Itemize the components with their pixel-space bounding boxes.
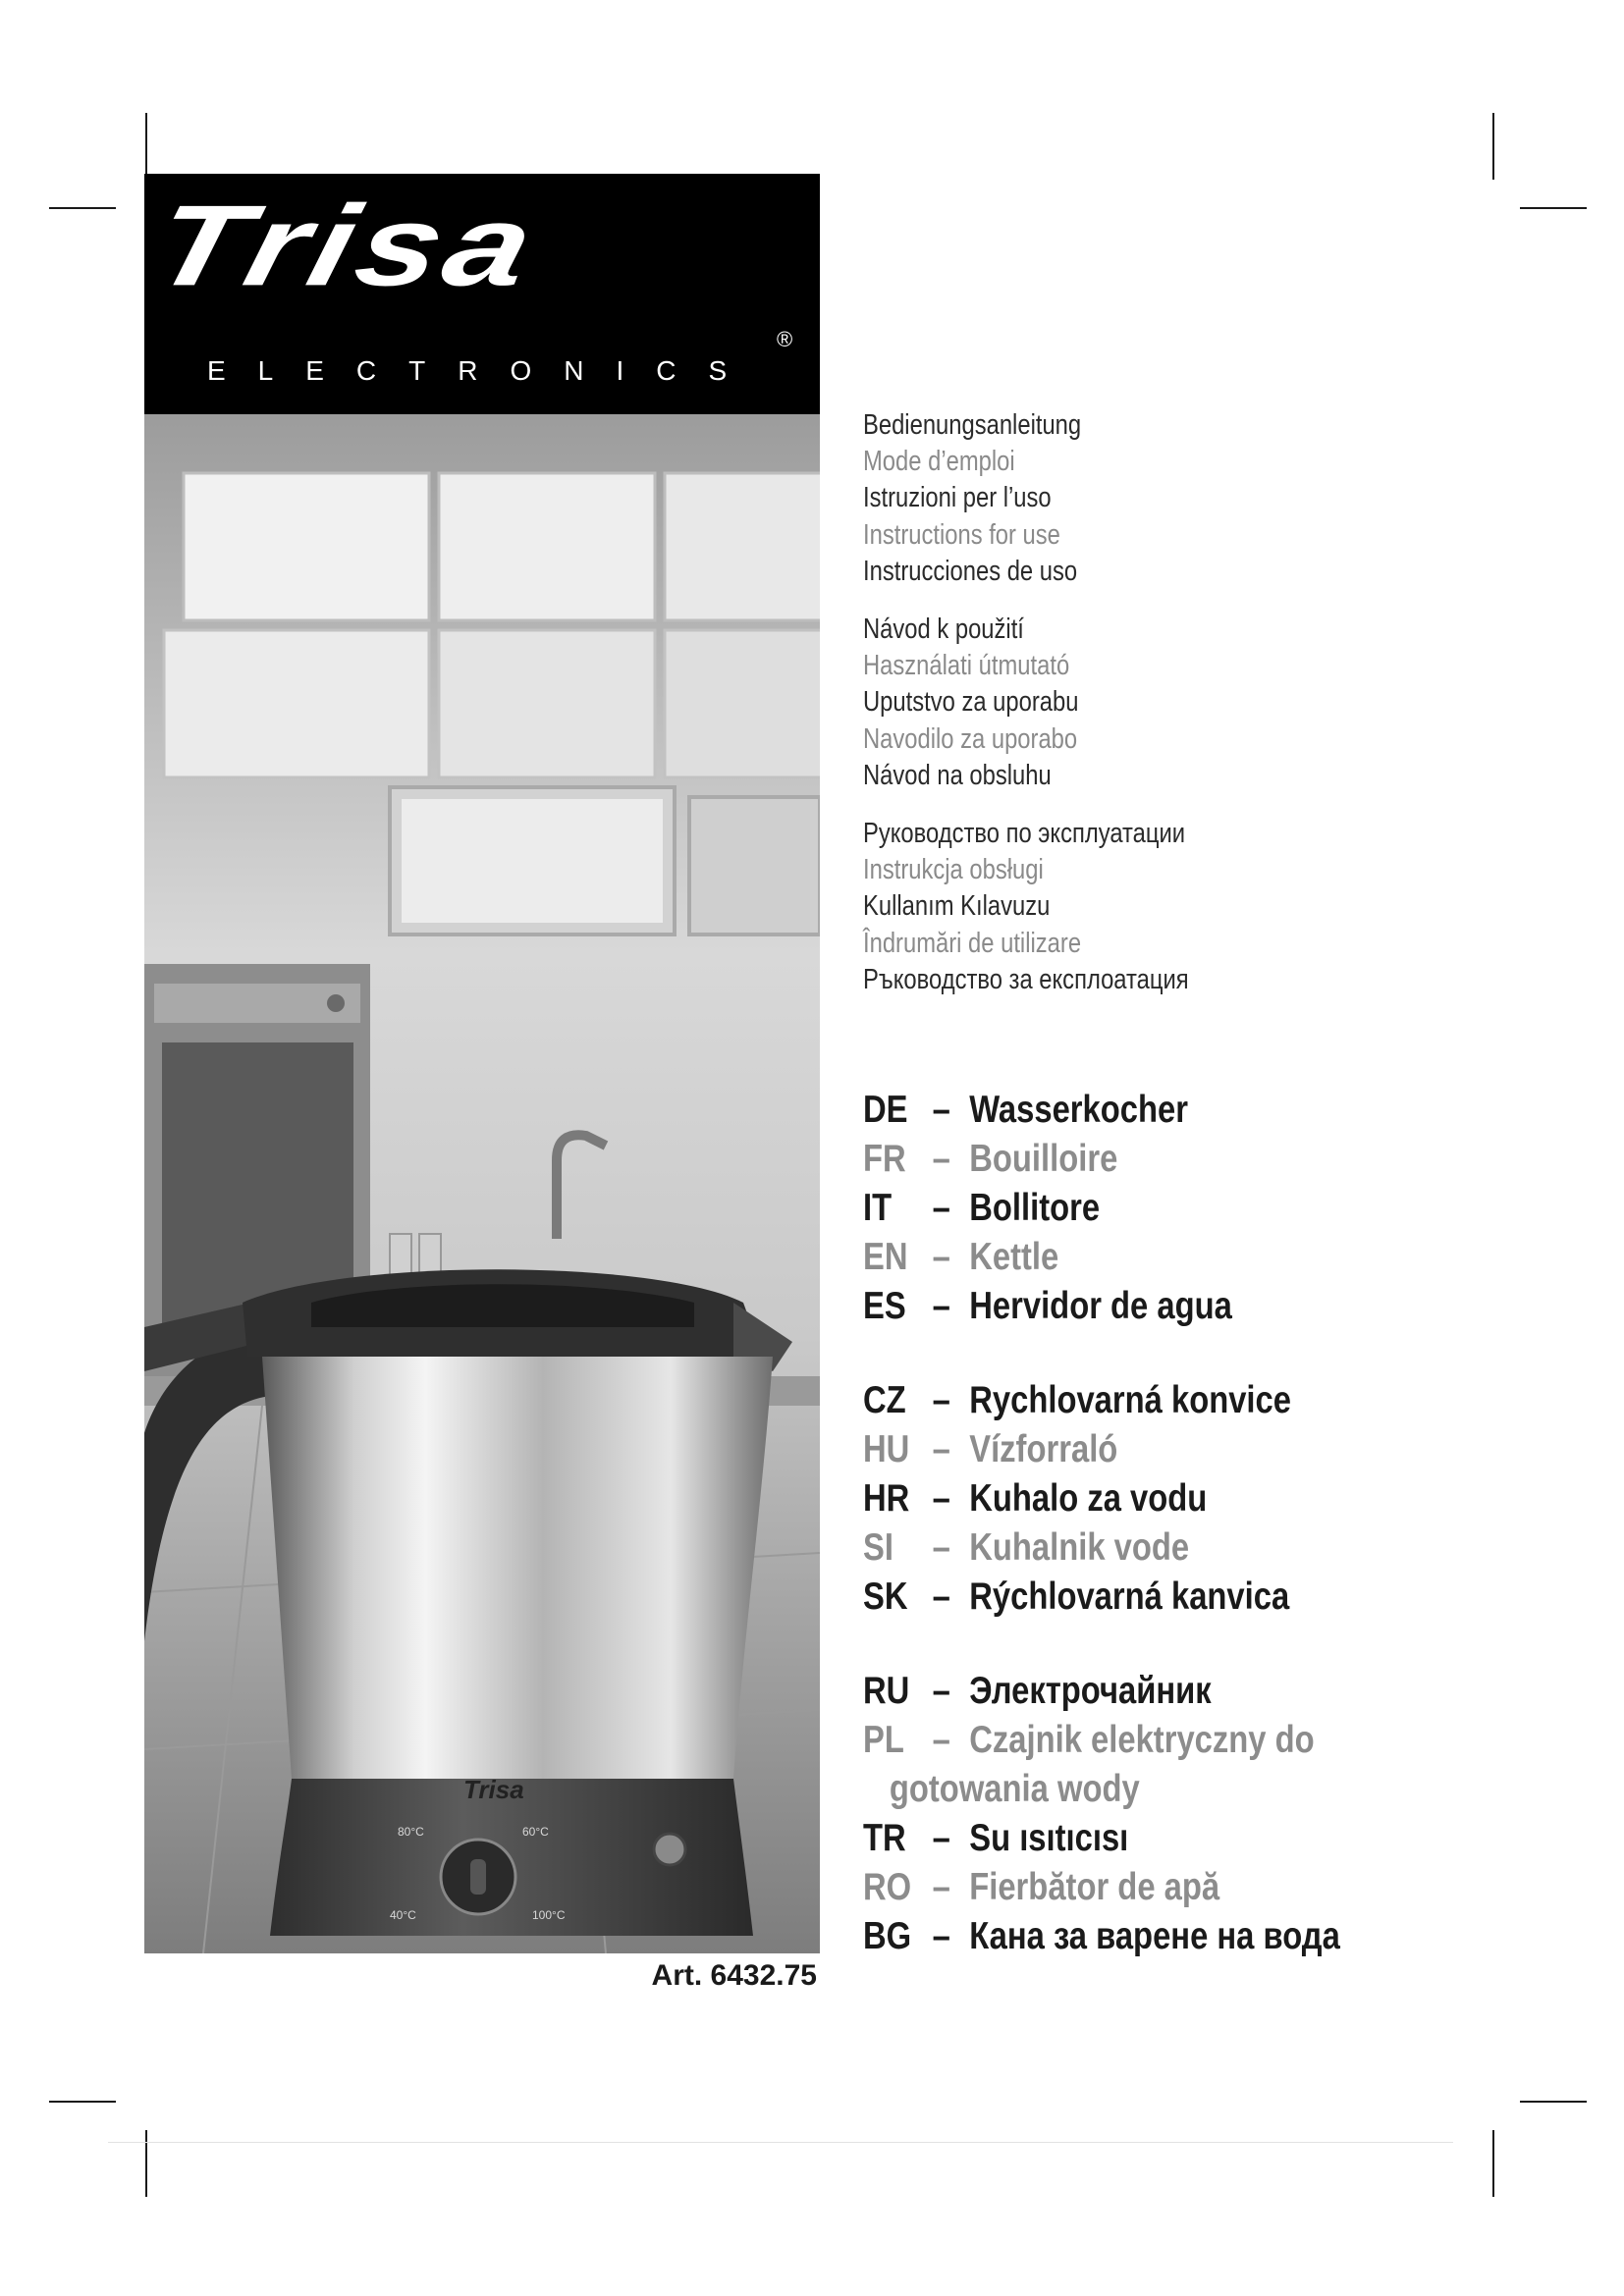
manual-title-es: Instrucciones de uso bbox=[863, 555, 1078, 587]
product-photo bbox=[144, 414, 820, 1953]
product-name-cz: CZ – Rychlovarná konvice bbox=[863, 1379, 1291, 1421]
brand-subline: ELECTRONICS bbox=[207, 355, 760, 386]
manual-title-pl: Instrukcja obsługi bbox=[863, 854, 1044, 886]
product-name-si: SI – Kuhalnik vode bbox=[863, 1526, 1190, 1569]
product-name-ru: RU – Электрочайник bbox=[863, 1670, 1212, 1712]
manual-title-bg: Ръководство за експлоатация bbox=[863, 963, 1189, 995]
manual-title-ru: Руководство по эксплуатации bbox=[863, 818, 1186, 850]
manual-title-cz: Návod k použití bbox=[863, 614, 1024, 646]
manual-title-list bbox=[863, 407, 1459, 998]
product-name-sk: SK – Rýchlovarná kanvica bbox=[863, 1575, 1290, 1618]
product-name-it: IT – Bollitore bbox=[863, 1187, 1101, 1229]
brand-logo-block bbox=[139, 174, 820, 414]
product-name-es: ES – Hervidor de agua bbox=[863, 1285, 1232, 1327]
crop-mark-top-right-vertical bbox=[1492, 113, 1494, 180]
page-bottom-rule bbox=[108, 2142, 1453, 2143]
product-name-fr: FR – Bouilloire bbox=[863, 1138, 1118, 1180]
dial-label-60: 60°C bbox=[522, 1825, 549, 1839]
manual-title-si: Navodilo za uporabo bbox=[863, 722, 1078, 755]
indicator-light-icon bbox=[654, 1834, 685, 1865]
manual-title-en: Instructions for use bbox=[863, 518, 1060, 551]
manual-title-sk: Návod na obsluhu bbox=[863, 759, 1052, 791]
product-name-pl: PL – Czajnik elektryczny do bbox=[863, 1719, 1315, 1761]
product-name-list bbox=[863, 1086, 1474, 1961]
crop-mark-top-left-horizontal bbox=[49, 207, 116, 209]
article-number: Art. 6432.75 bbox=[651, 1959, 817, 1992]
dial-label-40: 40°C bbox=[390, 1908, 416, 1922]
kettle-kitchen-illustration bbox=[144, 414, 820, 1953]
manual-title-it: Istruzioni per l’uso bbox=[863, 482, 1052, 514]
product-name-ro: RO – Fierbător de apă bbox=[863, 1866, 1220, 1908]
product-name-hr: HR – Kuhalo za vodu bbox=[863, 1477, 1208, 1520]
product-name-bg: BG – Кана за варене на вода bbox=[863, 1915, 1340, 1957]
crop-mark-bottom-left-vertical bbox=[145, 2130, 147, 2197]
registered-trademark-icon: ® bbox=[777, 327, 793, 351]
crop-mark-top-right-horizontal bbox=[1520, 207, 1587, 209]
crop-mark-bottom-left-horizontal bbox=[49, 2101, 116, 2103]
manual-title-hu: Használati útmutató bbox=[863, 650, 1070, 682]
product-name-pl-continued: gotowania wody bbox=[889, 1768, 1140, 1810]
crop-mark-top-left-vertical bbox=[145, 113, 147, 180]
crop-mark-bottom-right-horizontal bbox=[1520, 2101, 1587, 2103]
product-name-de: DE – Wasserkocher bbox=[863, 1089, 1188, 1131]
manual-title-hr: Uputstvo za uporabu bbox=[863, 686, 1079, 719]
brand-logo-wordmark: Trisa bbox=[139, 181, 552, 310]
product-name-tr: TR – Su ısıtıcısı bbox=[863, 1817, 1129, 1859]
kettle-body-logo: Trisa bbox=[463, 1775, 524, 1804]
manual-title-fr: Mode d’emploi bbox=[863, 446, 1015, 478]
crop-mark-bottom-right-vertical bbox=[1492, 2130, 1494, 2197]
product-name-hu: HU – Vízforraló bbox=[863, 1428, 1118, 1470]
manual-title-ro: Îndrumări de utilizare bbox=[863, 927, 1082, 959]
manual-title-de: Bedienungsanleitung bbox=[863, 409, 1082, 441]
product-name-en: EN – Kettle bbox=[863, 1236, 1059, 1278]
manual-title-tr: Kullanım Kılavuzu bbox=[863, 890, 1051, 923]
dial-label-100: 100°C bbox=[532, 1908, 566, 1922]
dial-label-80: 80°C bbox=[398, 1825, 424, 1839]
